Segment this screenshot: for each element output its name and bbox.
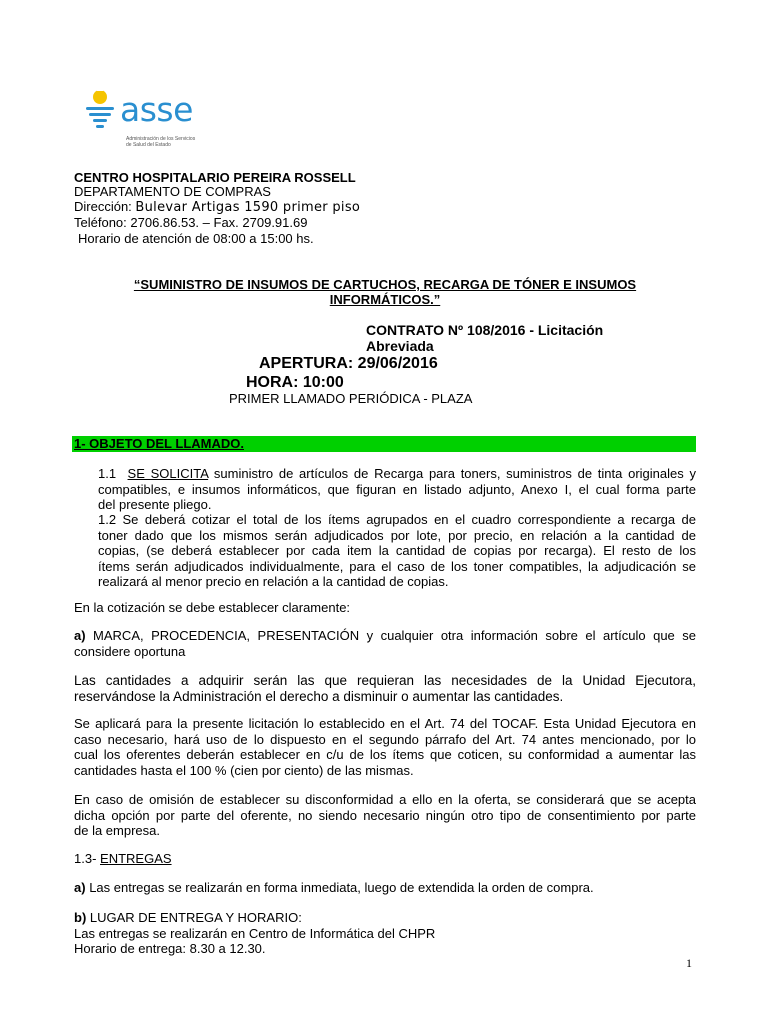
paragraph-1-1: 1.1 SE SOLICITA suministro de artículos de Recarga para toners, suministros de tinta originales y compatibles, e insumos informáticos, que figuran en listado adjunto, Anexo I, el cual forma parte del presente pliego.	[98, 466, 696, 512]
entregas-item-a: a) Las entregas se realizarán en forma inmediata, luego de extendida la orden de compra.	[74, 880, 594, 895]
address-value: Bulevar Artigas 1590 primer piso	[135, 200, 361, 215]
document-title-line1: “SUMINISTRO DE INSUMOS DE CARTUCHOS, RECARGA DE TÓNER E INSUMOS	[133, 277, 637, 292]
page-number: 1	[686, 956, 692, 970]
logo-tagline: Administración de los Servicios de Salud del Estado	[126, 136, 196, 148]
section-heading-bar	[72, 436, 696, 452]
apertura-hour: HORA: 10:00	[246, 374, 344, 391]
asse-logo	[84, 88, 204, 154]
llamado-type: PRIMER LLAMADO PERIÓDICA - PLAZA	[229, 391, 473, 406]
hours-line: Horario de atención de 08:00 a 15:00 hs.	[78, 231, 314, 246]
department-name: DEPARTAMENTO DE COMPRAS	[74, 184, 271, 199]
paragraph-omision: En caso de omisión de establecer su disconformidad a ello en la oferta, se considerará que se acepta dicha opción por parte del oferente, no siendo necesario ningún otro tipo de consentimiento por parte de la empresa.	[74, 792, 696, 838]
paragraph-cantidades: Las cantidades a adquirir serán las que requieran las necesidades de la Unidad Ejecutora, reservándose la Administración el derecho a disminuir o aumentar las cantidades.	[74, 673, 696, 704]
contract-number: CONTRATO Nº 108/2016 - Licitación	[366, 322, 604, 338]
apertura-date: APERTURA: 29/06/2016	[259, 355, 438, 372]
paragraph-art74: Se aplicará para la presente licitación lo establecido en el Art. 74 del TOCAF. Esta Unidad Ejecutora en caso necesario, hará uso de lo dispuesto en el segundo párrafo del Art. 74 antes mencionado, por lo cual los oferentes deberán establecer en c/u de los ítems que coticen, su conformidad a aumentar las cantidades hasta el 100 % (cien por ciento) de las mismas.	[74, 716, 696, 778]
section-heading-objeto: 1- OBJETO DEL LLAMADO.	[74, 436, 244, 451]
phone-line: Teléfono: 2706.86.53. – Fax. 2709.91.69	[74, 215, 308, 230]
cotizacion-intro: En la cotización se debe establecer claramente:	[74, 600, 351, 615]
section-heading-entregas: 1.3- ENTREGAS	[74, 851, 172, 866]
se-solicita-label: SE SOLICITA	[127, 466, 209, 481]
contract-type: Abreviada	[366, 338, 434, 354]
sun-icon	[84, 88, 116, 138]
address-line	[74, 199, 360, 216]
item-a-marca: a) MARCA, PROCEDENCIA, PRESENTACIÓN y cualquier otra información sobre el artículo que se considere oportuna	[74, 628, 696, 659]
document-title-line2: INFORMÁTICOS.”	[329, 292, 441, 307]
entregas-item-b: b) LUGAR DE ENTREGA Y HORARIO: Las entregas se realizarán en Centro de Informática del CHPR Horario de entrega: 8.30 a 12.30.	[74, 910, 436, 956]
logo-wordmark: asse	[120, 90, 193, 129]
paragraph-1-2: 1.2 Se deberá cotizar el total de los ítems agrupados en el cuadro correspondiente a recarga de toner dado que los mismos serán adjudicados por lote, por precio, en relación a la cantidad de copias, (se deberá establecer por cada item la cantidad de copias por recarga). El resto de los ítems serán adjudicados individualmente, para el caso de los toner compatibles, la adjudicación se realizará al menor precio en relación a la cantidad de copias.	[98, 512, 696, 589]
address-label: Dirección:	[74, 199, 132, 214]
institution-name: CENTRO HOSPITALARIO PEREIRA ROSSELL	[74, 170, 356, 185]
